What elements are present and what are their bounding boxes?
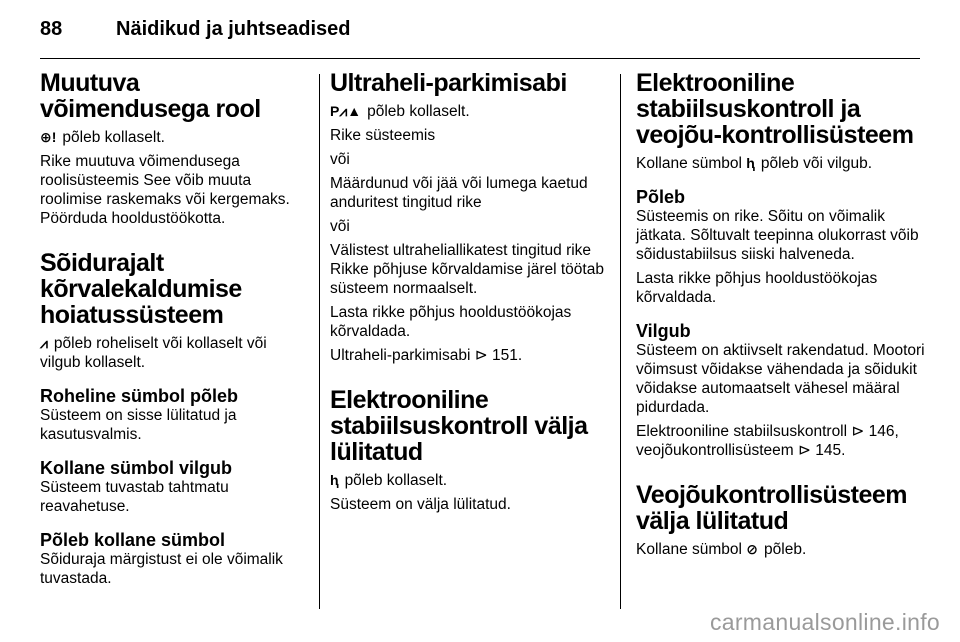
- section-title-lane-departure: Sõidurajalt kõrvalekaldumise hoiatussüsteem: [40, 249, 242, 329]
- paragraph: või: [330, 151, 350, 168]
- paragraph: [330, 471, 605, 490]
- paragraph: või: [330, 218, 350, 235]
- section-title-esc-off: Elektrooniline stabiilsuskontroll välja lülitatud: [330, 386, 588, 466]
- watermark: carmanualsonline.info: [709, 609, 940, 635]
- paragraph: Välistest ultraheliallikatest tingitud rike Rikke põhjuse kõrvaldamise järel töötab süsteem normaalselt.: [330, 242, 604, 297]
- section-title-power-steering: Muutuva võimendusega rool: [40, 69, 261, 123]
- paragraph: [40, 334, 305, 372]
- cross-reference: Ultraheli-parkimisabi ⊳ 151.: [330, 347, 523, 364]
- subheading: Kollane sümbol vilgub: [40, 458, 233, 478]
- traction-control-off-icon: ⊘: [746, 541, 759, 557]
- paragraph: [40, 128, 305, 147]
- section-title-esc-tc: Elektrooniline stabiilsuskontroll ja veojõu-kontrollisüsteem: [636, 69, 914, 149]
- paragraph: Lasta rikke põhjus hooldustöökojas kõrvaldada.: [636, 270, 878, 306]
- paragraph-text: põleb või vilgub.: [760, 155, 873, 172]
- paragraph: [636, 540, 926, 559]
- section-title-tc-off: Veojõukontrollisüsteem välja lülitatud: [636, 481, 908, 535]
- subheading: Põleb kollane sümbol: [40, 530, 226, 550]
- paragraph: Rike süsteemis: [330, 127, 436, 144]
- cross-reference: Elektrooniline stabiilsuskontroll ⊳ 146, veojõukontrollisüsteem ⊳ 145.: [636, 423, 899, 459]
- paragraph: Rike muutuva võimendusega roolisüsteemis See võib muuta roolimise raskemaks või kergemaks. Pöörduda hooldustöökotta.: [40, 153, 290, 227]
- subheading: Vilgub: [636, 321, 691, 341]
- paragraph-text: põleb kollaselt.: [62, 129, 165, 146]
- esc-off-icon: ⱨ: [330, 472, 339, 488]
- column-3: [636, 70, 926, 564]
- paragraph-text: põleb kollaselt.: [344, 472, 448, 489]
- paragraph: Süsteemis on rike. Sõitu on võimalik jätkata. Sõltuvalt teepinna olukorrast võib sõidustabiilsus siiski halveneda.: [636, 208, 919, 263]
- section-title-parking-assist: Ultraheli-parkimisabi: [330, 69, 567, 97]
- subheading: Põleb: [636, 187, 686, 207]
- paragraph-text: põleb kollaselt.: [367, 103, 470, 120]
- parking-assist-icon: P⩘▲: [330, 103, 362, 119]
- paragraph: Süsteem tuvastab tahtmatu reavahetuse.: [40, 479, 229, 515]
- paragraph-text: põleb roheliselt või kollaselt või vilgub kollaselt.: [40, 335, 267, 371]
- esc-icon: ⱨ: [746, 155, 755, 171]
- paragraph: Määrdunud või jää või lumega kaetud anduritest tingitud rike: [330, 175, 588, 211]
- page-header: [40, 18, 351, 46]
- column-divider-2: [620, 74, 621, 609]
- column-1: [40, 70, 305, 593]
- chapter-title: Näidikud ja juhtseadised: [116, 18, 351, 40]
- header-rule: [40, 58, 920, 59]
- column-2: [330, 70, 605, 519]
- power-steering-warning-icon: ⊕!: [40, 129, 57, 145]
- paragraph: Lasta rikke põhjus hooldustöökojas kõrvaldada.: [330, 304, 572, 340]
- paragraph: Sõiduraja märgistust ei ole võimalik tuvastada.: [40, 551, 283, 587]
- column-divider-1: [319, 74, 320, 609]
- paragraph: Süsteem on välja lülitatud.: [330, 496, 511, 513]
- lane-departure-icon: ⩘: [40, 335, 48, 351]
- page-number: 88: [40, 18, 63, 40]
- subheading: Roheline sümbol põleb: [40, 386, 239, 406]
- paragraph: Süsteem on sisse lülitatud ja kasutusvalmis.: [40, 407, 237, 443]
- paragraph: [636, 154, 926, 173]
- paragraph-text: Kollane sümbol: [636, 155, 742, 172]
- paragraph-text: põleb.: [764, 541, 807, 558]
- paragraph: Süsteem on aktiivselt rakendatud. Mootori võimsust võidakse vähendada ja sõidukit võidakse automaatselt vähesel määral pidurdada.: [636, 342, 925, 416]
- paragraph-text: Kollane sümbol: [636, 541, 742, 558]
- paragraph: [330, 102, 605, 121]
